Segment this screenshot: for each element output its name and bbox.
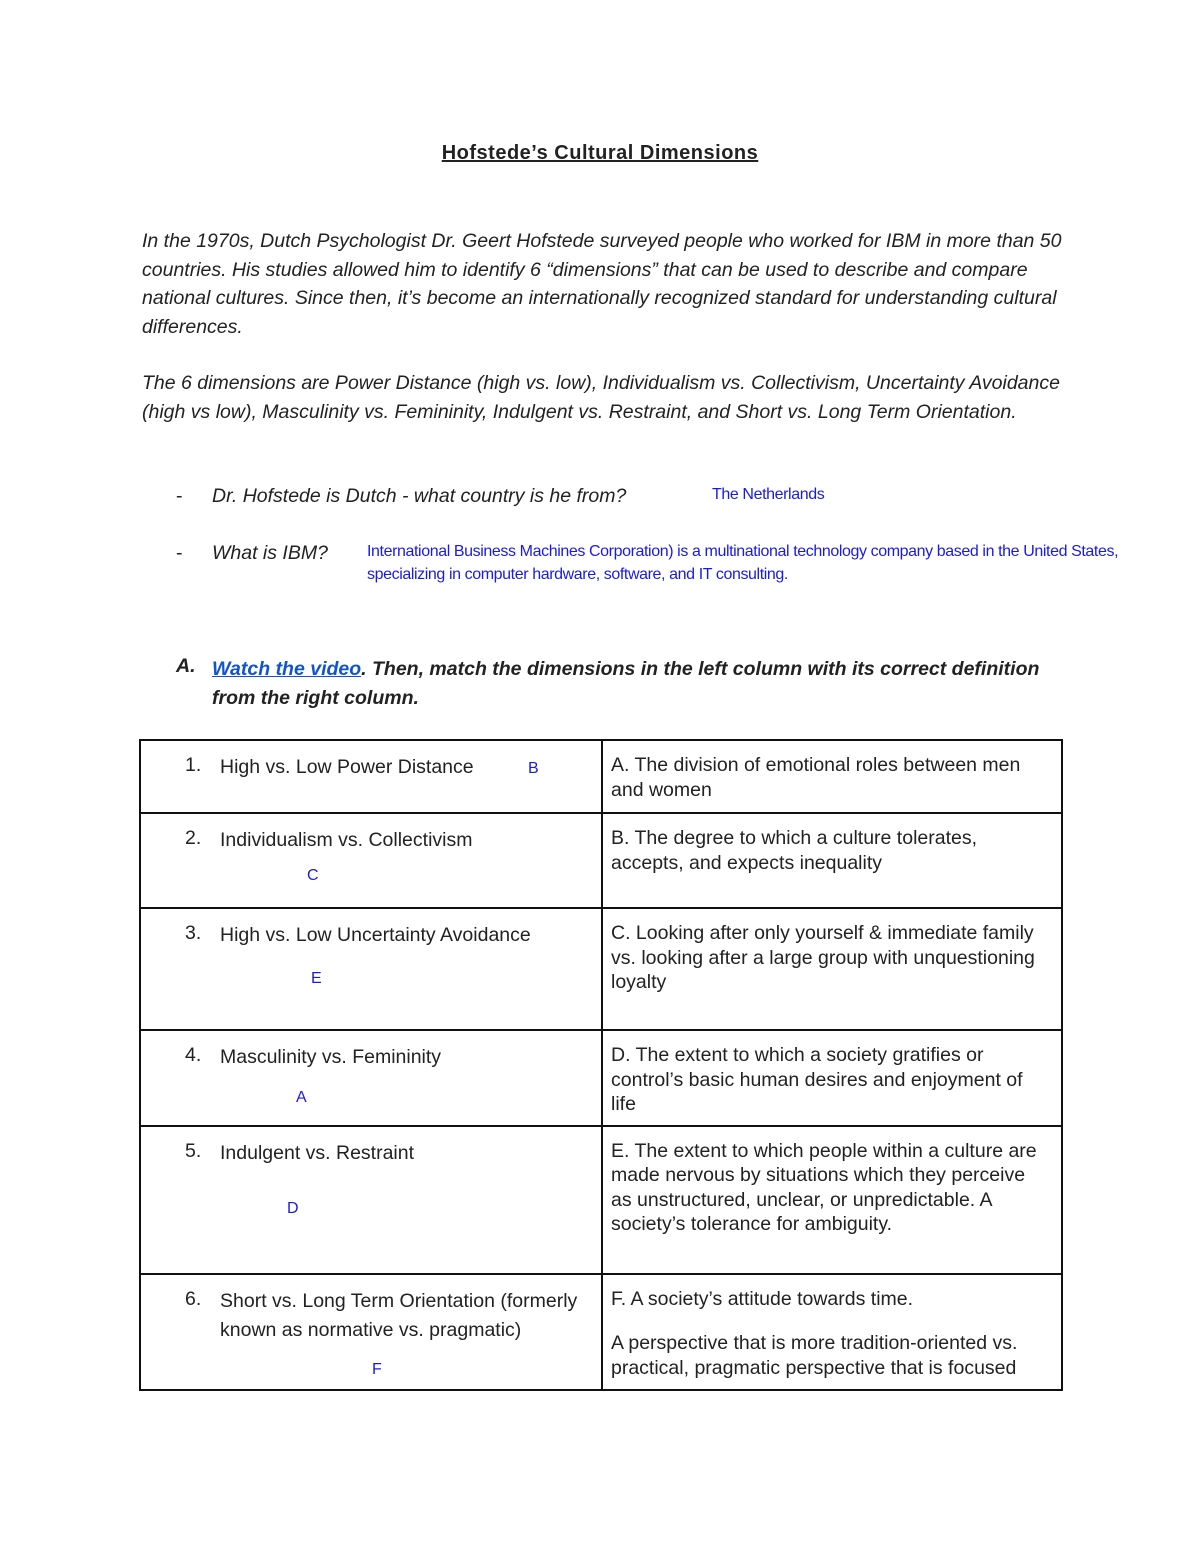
dimension-number: 4. — [185, 1044, 202, 1066]
question-bullet: - — [176, 542, 183, 564]
definition-cell — [602, 1126, 1062, 1274]
match-answer: C — [307, 867, 319, 884]
definition-text: F. A society’s attitude towards time. — [611, 1287, 914, 1310]
answer-country: The Netherlands — [712, 486, 825, 503]
page-title: Hofstede’s Cultural Dimensions — [441, 142, 759, 164]
definition-cell — [602, 740, 1062, 813]
table-row — [140, 1126, 1062, 1274]
definition-text: A. The division of emotional roles between men and women — [611, 754, 1021, 801]
dimension-label: High vs. Low Uncertainty Avoidance — [220, 924, 531, 946]
match-answer: E — [311, 970, 322, 987]
dimension-label: Indulgent vs. Restraint — [220, 1141, 415, 1164]
dimension-cell — [140, 813, 602, 908]
dimension-cell — [140, 1030, 602, 1126]
match-answer: A — [296, 1089, 307, 1106]
match-answer: F — [372, 1360, 382, 1378]
dimension-number: 3. — [185, 922, 202, 944]
question-bullet: - — [176, 485, 183, 507]
dimension-cell — [140, 1274, 602, 1390]
dimension-number: 2. — [185, 827, 202, 849]
dimension-label: Individualism vs. Collectivism — [220, 829, 473, 851]
definition-extra-text: A perspective that is more tradition-oriented vs. practical, pragmatic perspective that is focused — [611, 1332, 1018, 1379]
dimension-label: Short vs. Long Term Orientation (formerly known as normative vs. pragmatic) — [220, 1289, 578, 1341]
dimension-number: 5. — [185, 1139, 202, 1162]
definition-cell — [602, 1030, 1062, 1126]
dimension-number: 1. — [185, 754, 202, 776]
section-a-instruction-text: . Then, match the dimensions in the left column with its correct definition from the right column. — [212, 658, 1040, 709]
match-answer: D — [287, 1199, 299, 1217]
dimension-cell — [140, 740, 602, 813]
watch-video-link[interactable]: Watch the video — [212, 658, 362, 680]
definition-text: D. The extent to which a society gratifies or control’s basic human desires and enjoyment of life — [611, 1044, 1023, 1115]
dimensions-paragraph: The 6 dimensions are Power Distance (high vs. low), Individualism vs. Collectivism, Uncertainty Avoidance (high vs low), Masculinity vs. Femininity, Indulgent vs. Restraint, and Short vs. Long Term Orientation. — [142, 372, 1060, 423]
answer-ibm: International Business Machines Corporation) is a multinational technology company based in the United States, specializing in computer hardware, software, and IT consulting. — [367, 543, 1119, 583]
table-row — [140, 908, 1062, 1030]
definition-cell — [602, 813, 1062, 908]
match-answer: B — [528, 760, 539, 777]
definition-cell — [602, 908, 1062, 1030]
matching-table — [139, 739, 1063, 1391]
definition-text: B. The degree to which a culture tolerates, accepts, and expects inequality — [611, 827, 978, 874]
dimension-cell — [140, 1126, 602, 1274]
definition-text: C. Looking after only yourself & immediate family vs. looking after a large group with unquestioning loyalty — [611, 922, 1035, 993]
question-country: Dr. Hofstede is Dutch - what country is he from? — [212, 485, 627, 507]
dimension-cell — [140, 908, 602, 1030]
definition-text: E. The extent to which people within a culture are made nervous by situations which they perceive as unstructured, unclear, or unpredictable. A society’s tolerance for ambiguity. — [611, 1139, 1037, 1235]
section-a-instruction — [212, 655, 1072, 712]
dimension-number: 6. — [185, 1287, 202, 1310]
table-row — [140, 813, 1062, 908]
table-row — [140, 740, 1062, 813]
dimension-label: Masculinity vs. Femininity — [220, 1046, 442, 1068]
question-ibm: What is IBM? — [212, 542, 328, 564]
table-row — [140, 1274, 1062, 1390]
table-row — [140, 1030, 1062, 1126]
definition-cell — [602, 1274, 1062, 1390]
intro-paragraph: In the 1970s, Dutch Psychologist Dr. Geert Hofstede surveyed people who worked for IBM in more than 50 countries. His studies allowed him to identify 6 “dimensions” that can be used to describe and compare national cultures. Since then, it’s become an internationally recognized standard for understanding cultural differences. — [142, 230, 1062, 338]
section-a-letter: A. — [176, 655, 196, 677]
dimension-label: High vs. Low Power Distance — [220, 756, 474, 778]
